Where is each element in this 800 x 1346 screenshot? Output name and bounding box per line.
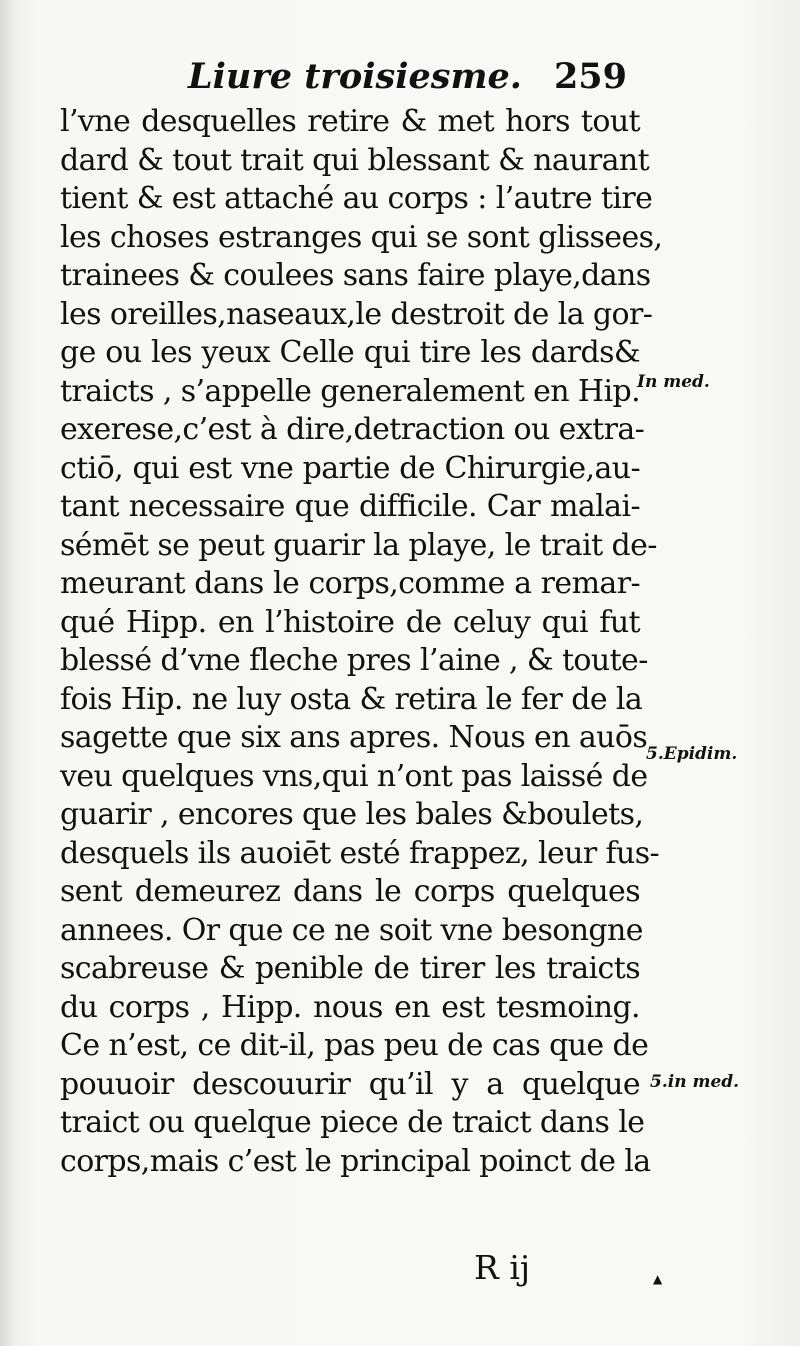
text-line: tant necessaire que difficile. Car malai-	[60, 489, 640, 524]
text-line: trainees & coulees sans faire playe,dans	[60, 258, 651, 293]
text-line: exerese,c’est à dire,detraction ou extra-	[60, 412, 645, 447]
text-line: desquels ils auoiēt esté frappez, leur fus-	[60, 835, 660, 871]
text-line: les choses estranges qui se sont glissees,	[60, 219, 663, 255]
text-line: sent demeurez dans le corps quelques	[60, 874, 640, 909]
text-line: pouuoir descouurir qu’il y a quelque	[60, 1066, 640, 1102]
text-line: veu quelques vns,qui n’ont pas laissé de	[60, 758, 648, 794]
text-line: tient & est attaché au corps : l’autre tire	[60, 181, 653, 216]
text-line: ctiō, qui est vne partie de Chirurgie,au-	[60, 450, 640, 486]
running-title: Liure troisiesme.	[188, 56, 522, 97]
text-line: sagette que six ans apres. Nous en auōs	[60, 720, 648, 755]
page-header	[60, 56, 635, 100]
text-line: traict ou quelque piece de traict dans le	[60, 1105, 645, 1140]
body-text	[60, 103, 663, 1181]
text-line: scabreuse & penible de tirer les traicts	[60, 951, 640, 986]
text-line: meurant dans le corps,comme a remar-	[60, 566, 640, 601]
text-line: traicts , s’appelle generalement en Hip.	[60, 373, 641, 409]
text-line: l’vne desquelles retire & met hors tout	[60, 104, 640, 139]
text-line: blessé d’vne fleche pres l’aine , & toute-	[60, 643, 648, 678]
page-number: 259	[553, 56, 627, 97]
text-line: sémēt se peut guarir la playe, le trait de-	[60, 527, 657, 563]
text-line: du corps , Hipp. nous en est tesmoing.	[60, 989, 640, 1025]
text-line: ge ou les yeux Celle qui tire les dards&	[60, 335, 640, 370]
text-line: qué Hipp. en l’histoire de celuy qui fut	[60, 604, 640, 640]
text-line: fois Hip. ne luy osta & retira le fer de la	[60, 681, 643, 717]
text-line: annees. Or que ce ne soit vne besongne	[60, 912, 643, 948]
margin-note: In med.	[637, 372, 710, 392]
ornament-icon: ▲	[653, 1272, 663, 1286]
margin-note: 5.Epidim.	[646, 744, 738, 764]
signature-mark: R ij	[474, 1248, 531, 1287]
text-line: les oreilles,naseaux,le destroit de la gor-	[60, 296, 653, 332]
text-line: dard & tout trait qui blessant & naurant	[60, 142, 650, 178]
text-line: guarir , encores que les bales &boulets,	[60, 797, 644, 832]
text-line: Ce n’est, ce dit-il, pas peu de cas que de	[60, 1028, 649, 1063]
gutter-shadow	[0, 0, 14, 1346]
margin-note: 5.in med.	[650, 1072, 740, 1092]
text-line: corps,mais c’est le principal poinct de la	[60, 1143, 651, 1179]
